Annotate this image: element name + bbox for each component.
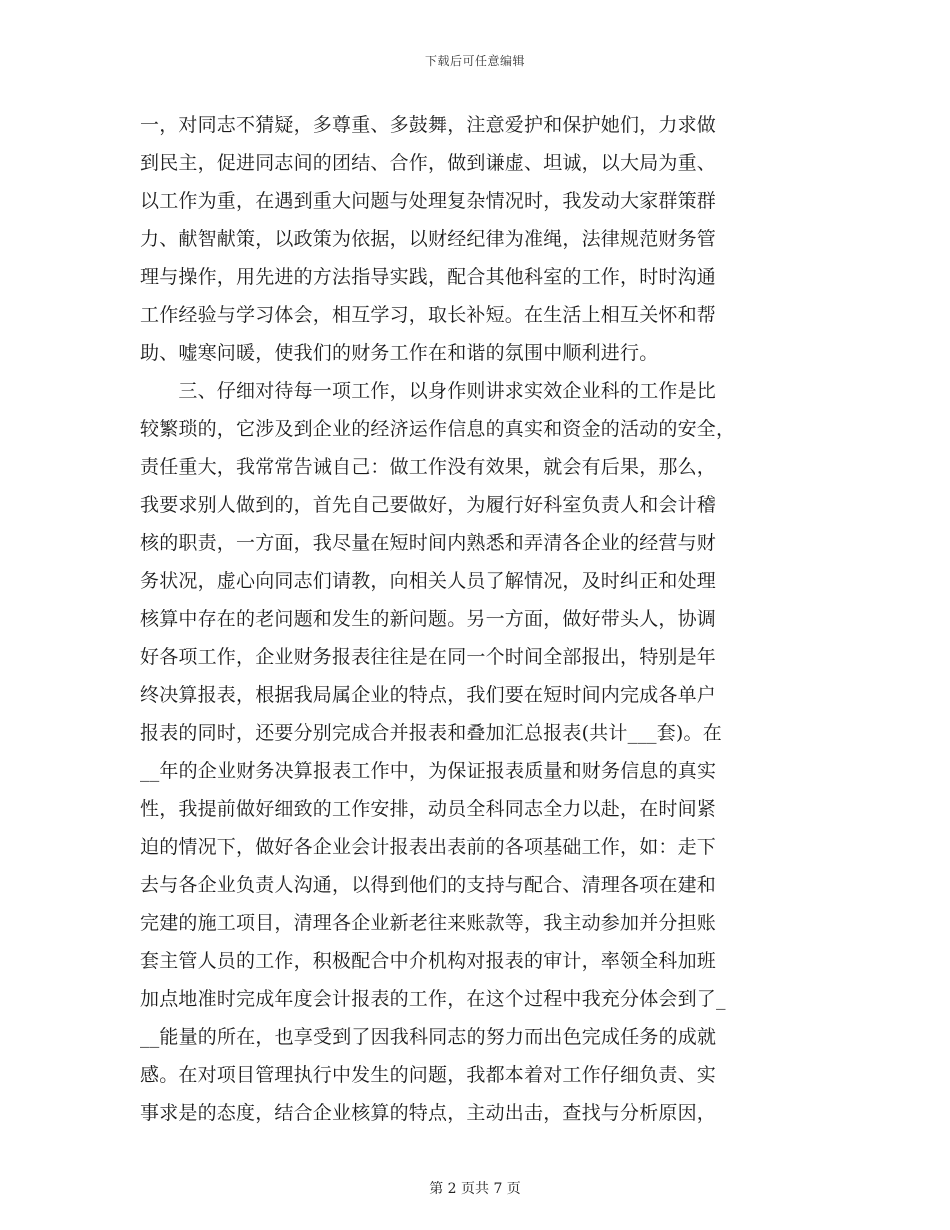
text-line: 核算中存在的老问题和发生的新问题。另一方面，做好带头人，协调 <box>140 608 717 630</box>
text-line: 工作经验与学习体会，相互学习，取长补短。在生活上相互关怀和帮 <box>140 304 717 326</box>
document-body <box>140 106 810 1132</box>
text-line: 理与操作，用先进的方法指导实践，配合其他科室的工作，时时沟通 <box>140 266 717 288</box>
text-line: 终决算报表，根据我局属企业的特点，我们要在短时间内完成各单户 <box>140 684 717 706</box>
text-line: 一，对同志不猜疑，多尊重、多鼓舞，注意爱护和保护她们，力求做 <box>140 114 717 136</box>
text-line: 务状况，虚心向同志们请教，向相关人员了解情况，及时纠正和处理 <box>140 570 717 592</box>
text-line: 责任重大，我常常告诫自己：做工作没有效果，就会有后果，那么， <box>140 456 717 478</box>
text-line: 助、嘘寒问暖，使我们的财务工作在和谐的氛围中顺利进行。 <box>140 342 659 364</box>
text-line: 加点地准时完成年度会计报表的工作，在这个过程中我充分体会到了_ <box>140 988 726 1010</box>
text-line: 以工作为重，在遇到重大问题与处理复杂情况时，我发动大家群策群 <box>140 190 717 212</box>
text-line: 我要求别人做到的，首先自己要做好，为履行好科室负责人和会计稽 <box>140 494 717 516</box>
page-number: 第 2 页共 7 页 <box>429 1181 521 1197</box>
text-line: 完建的施工项目，清理各企业新老往来账款等，我主动参加并分担账 <box>140 912 717 934</box>
text-line: __年的企业财务决算报表工作中，为保证报表质量和财务信息的真实 <box>140 760 717 782</box>
text-line: 三、仔细对待每一项工作，以身作则讲求实效企业科的工作是比 <box>140 380 717 402</box>
text-line: 到民主，促进同志间的团结、合作，做到谦虚、坦诚，以大局为重、 <box>140 152 717 174</box>
text-line: 核的职责，一方面，我尽量在短时间内熟悉和弄清各企业的经营与财 <box>140 532 717 554</box>
text-line: 好各项工作，企业财务报表往往是在同一个时间全部报出，特别是年 <box>140 646 717 668</box>
text-line: 较繁琐的，它涉及到企业的经济运作信息的真实和资金的活动的安全， <box>140 418 736 440</box>
text-line: 性，我提前做好细致的工作安排，动员全科同志全力以赴，在时间紧 <box>140 798 717 820</box>
text-line: __能量的所在，也享受到了因我科同志的努力而出色完成任务的成就 <box>140 1026 717 1048</box>
text-line: 去与各企业负责人沟通，以得到他们的支持与配合、清理各项在建和 <box>140 874 717 896</box>
text-line: 感。在对项目管理执行中发生的问题，我都本着对工作仔细负责、实 <box>140 1064 717 1086</box>
text-line: 事求是的态度，结合企业核算的特点，主动出击，查找与分析原因， <box>140 1102 717 1124</box>
page-header: 下载后可任意编辑 <box>424 54 525 68</box>
text-line: 报表的同时，还要分别完成合并报表和叠加汇总报表(共计___套)。在 <box>140 722 722 744</box>
text-line: 套主管人员的工作，积极配合中介机构对报表的审计，率领全科加班 <box>140 950 717 972</box>
text-line: 力、献智献策，以政策为依据，以财经纪律为准绳，法律规范财务管 <box>140 228 717 250</box>
text-line: 迫的情况下，做好各企业会计报表出表前的各项基础工作，如：走下 <box>140 836 717 858</box>
